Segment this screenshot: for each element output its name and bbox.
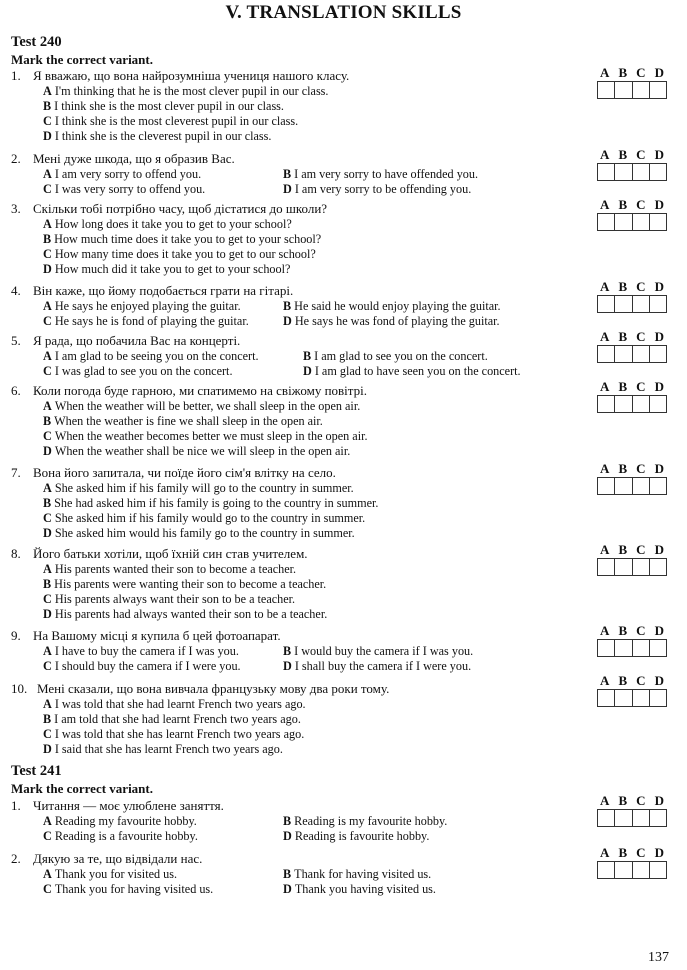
answer-grid-240-1: A B C D [597, 66, 667, 99]
answer-box-b[interactable] [614, 640, 631, 656]
answer-box-d[interactable] [649, 478, 666, 494]
question-241-2: 2. Дякую за те, що відвідали нас. A Thank you for visited us. B Thank for having visited us. C Thank you for having visited us. D Thank you having visited us. [11, 851, 586, 897]
question-240-2: 2. Мені дуже шкода, що я образив Вас. A I am very sorry to offend you. B I am very sorry to have offended you. C I was very sorry to offend you. D I am very sorry to be offending you. [11, 151, 586, 197]
option-a: A Reading my favourite hobby. [43, 813, 197, 828]
option-c: C I was told that she has learnt French two years ago. [43, 727, 305, 742]
question-240-1 [11, 68, 586, 145]
option-b: B His parents were wanting their son to become a teacher. [43, 576, 327, 591]
answer-box-a[interactable] [598, 82, 614, 98]
answer-grid-241-1: A B C D [597, 794, 667, 827]
option-b: B I am glad to see you on the concert. [303, 348, 488, 363]
option-b: B When the weather is fine we shall sleep in the open air. [43, 413, 323, 428]
answer-grid-240-7: A B C D [597, 462, 667, 495]
question-240-4: 4. Він каже, що йому подобається грати на гітарі. A He says he enjoyed playing the guitar. B He said he would enjoy playing the guitar. C He says he is fond of playing the guitar. D He says he was fond of playing the guitar. [11, 283, 586, 329]
question-240-8: 8. Його батьки хотіли, щоб їхній син став учителем. A His parents wanted their son to become a teacher. B His parents were wanting their son to become a teacher. C His parents always want their son to be a teacher. D His parents had always wanted their son to be a teacher. [11, 546, 586, 623]
answer-box-b[interactable] [614, 164, 631, 180]
option-d: D I am very sorry to be offending you. [283, 181, 472, 196]
option-c: C When the weather becomes better we must sleep in the open air. [43, 429, 368, 444]
answer-box-c[interactable] [632, 862, 649, 878]
question-240-5: 5. Я рада, що побачила Вас на концерті. A I am glad to be seeing you on the concert. B I am glad to see you on the concert. C I was glad to see you on the concert. D I am glad to have seen you on the concert. [11, 333, 586, 379]
answer-box-a[interactable] [598, 214, 614, 230]
question-text: Дякую за те, що відвідали нас. [33, 851, 203, 866]
answer-box-c[interactable] [632, 346, 649, 362]
answer-box-a[interactable] [598, 396, 614, 412]
option-c: C Thank you for having visited us. [43, 881, 214, 896]
question-241-1: 1. Читання — моє улюблене заняття. A Reading my favourite hobby. B Reading is my favourite hobby. C Reading is a favourite hobby. D Reading is favourite hobby. [11, 798, 586, 844]
option-d: D Reading is favourite hobby. [283, 828, 430, 843]
option-b: B He said he would enjoy playing the guitar. [283, 298, 501, 313]
test-241-title: Test 241 [11, 763, 62, 779]
answer-grid-240-5: A B C D [597, 330, 667, 363]
question-240-6: 6. Коли погода буде гарною, ми спатимемо на свіжому повітрі. A When the weather will be better, we shall sleep in the open air. B When the weather is fine we shall sleep in the open air. C When the weather becomes better we must sleep in the open air. D When the weather shall be nice we will sleep in the open air. [11, 383, 586, 460]
question-text: Коли погода буде гарною, ми спатимемо на свіжому повітрі. [33, 383, 367, 398]
option-d: D I said that she has learnt French two years ago. [43, 742, 283, 757]
option-c: C He says he is fond of playing the guitar. [43, 313, 249, 328]
option-c: C I think she is the most cleverest pupil in our class. [43, 114, 299, 129]
option-d: D Thank you having visited us. [283, 881, 436, 896]
answer-box-a[interactable] [598, 640, 614, 656]
answer-box-c[interactable] [632, 296, 649, 312]
question-text: Мені дуже шкода, що я образив Вас. [33, 151, 235, 166]
question-text: Скільки тобі потрібно часу, щоб дістатися до школи? [33, 201, 328, 216]
answer-box-a[interactable] [598, 862, 614, 878]
answer-box-d[interactable] [649, 296, 666, 312]
option-c: C I should buy the camera if I were you. [43, 658, 241, 673]
answer-box-a[interactable] [598, 559, 614, 575]
option-b: B How much time does it take you to get to your school? [43, 231, 322, 246]
option-b: B I would buy the camera if I was you. [283, 643, 474, 658]
answer-box-b[interactable] [614, 346, 631, 362]
option-c: C I was very sorry to offend you. [43, 181, 206, 196]
answer-box-d[interactable] [649, 640, 666, 656]
option-d: D When the weather shall be nice we will sleep in the open air. [43, 444, 351, 459]
answer-grid-241-2: A B C D [597, 846, 667, 879]
question-text: Мені сказали, що вона вивчала французьку мову два роки тому. [37, 681, 390, 696]
answer-box-b[interactable] [614, 396, 631, 412]
option-d: D I think she is the cleverest pupil in our class. [43, 129, 272, 144]
answer-box-c[interactable] [632, 478, 649, 494]
answer-box-b[interactable] [614, 214, 631, 230]
option-a: A She asked him if his family will go to the country in summer. [43, 480, 354, 495]
option-d: D She asked him would his family go to the country in summer. [43, 526, 355, 541]
question-text: Я вважаю, що вона найрозумніша учениця нашого класу. [33, 68, 350, 83]
question-text: Читання — моє улюблене заняття. [33, 798, 224, 813]
option-d: D How much did it take you to get to your school? [43, 262, 291, 277]
answer-box-b[interactable] [614, 82, 631, 98]
answer-box-c[interactable] [632, 82, 649, 98]
question-240-3: 3. Скільки тобі потрібно часу, щоб дістатися до школи? A How long does it take you to get to your school? B How much time does it take you to get to your school? C How many time does it take you to get to our school? D How much did it take you to get to your school? [11, 201, 586, 278]
option-a: A His parents wanted their son to become a teacher. [43, 561, 297, 576]
answer-box-b[interactable] [614, 296, 631, 312]
answer-box-a[interactable] [598, 164, 614, 180]
test-240-instruction: Mark the correct variant. [11, 52, 153, 67]
option-b: B Reading is my favourite hobby. [283, 813, 448, 828]
answer-box-d[interactable] [649, 346, 666, 362]
answer-grid-240-10: A B C D [597, 674, 667, 707]
answer-box-b[interactable] [614, 810, 631, 826]
answer-box-d[interactable] [649, 164, 666, 180]
answer-box-a[interactable] [598, 478, 614, 494]
answer-box-c[interactable] [632, 214, 649, 230]
option-d: D I am glad to have seen you on the concert. [303, 363, 521, 378]
option-a: A How long does it take you to get to your school? [43, 216, 292, 231]
answer-grid-240-3: A B C D [597, 198, 667, 231]
question-number: 1. [11, 68, 21, 83]
answer-box-c[interactable] [632, 810, 649, 826]
answer-box-b[interactable] [614, 862, 631, 878]
answer-box-d[interactable] [649, 810, 666, 826]
answer-box-a[interactable] [598, 346, 614, 362]
answer-box-a[interactable] [598, 296, 614, 312]
option-b: B I am told that she had learnt French two years ago. [43, 711, 301, 726]
option-a: A He says he enjoyed playing the guitar. [43, 298, 241, 313]
option-c: C Reading is a favourite hobby. [43, 828, 198, 843]
answer-grid-240-9: A B C D [597, 624, 667, 657]
answer-box-c[interactable] [632, 640, 649, 656]
answer-box-b[interactable] [614, 478, 631, 494]
option-a: A When the weather will be better, we shall sleep in the open air. [43, 398, 361, 413]
answer-box-d[interactable] [649, 862, 666, 878]
question-240-9: 9. На Вашому місці я купила б цей фотоапарат. A I have to buy the camera if I was you. B I would buy the camera if I was you. C I should buy the camera if I were you. D I shall buy the camera if I were you. [11, 628, 586, 674]
answer-box-a[interactable] [598, 690, 614, 706]
option-c: C I was glad to see you on the concert. [43, 363, 233, 378]
option-d: D His parents had always wanted their son to be a teacher. [43, 607, 328, 622]
option-b: B She had asked him if his family is going to the country in summer. [43, 495, 379, 510]
answer-grid-240-2: A B C D [597, 148, 667, 181]
option-a: A I'm thinking that he is the most clever pupil in our class. [43, 83, 329, 98]
answer-box-c[interactable] [632, 396, 649, 412]
option-d: D I shall buy the camera if I were you. [283, 658, 472, 673]
question-text: Він каже, що йому подобається грати на гітарі. [33, 283, 294, 298]
answer-grid-240-8: A B C D [597, 543, 667, 576]
option-d: D He says he was fond of playing the guitar. [283, 313, 500, 328]
option-c: C How many time does it take you to get to our school? [43, 247, 316, 262]
question-240-10: 10. Мені сказали, що вона вивчала французьку мову два роки тому. A I was told that she had learnt French two years ago. B I am told that she had learnt French two years ago. C I was told that she has learnt French two years ago. D I said that she has learnt French two years ago. [11, 681, 586, 758]
question-240-7: 7. Вона його запитала, чи поїде його сім'я влітку на село. A She asked him if his family will go to the country in summer. B She had asked him if his family is going to the country in summer. C She asked him if his family would go to the country in summer. D She asked him would his family go to the country in summer. [11, 465, 586, 542]
answer-grid-240-4: A B C D [597, 280, 667, 313]
test-240-title: Test 240 [11, 34, 62, 50]
answer-box-d[interactable] [649, 214, 666, 230]
option-a: A I am glad to be seeing you on the concert. [43, 348, 259, 363]
question-text: Його батьки хотіли, щоб їхній син став учителем. [33, 546, 308, 561]
page-number: 137 [648, 950, 669, 965]
answer-box-d[interactable] [649, 396, 666, 412]
answer-box-d[interactable] [649, 690, 666, 706]
option-c: C She asked him if his family would go to the country in summer. [43, 511, 366, 526]
option-a: A I was told that she had learnt French two years ago. [43, 696, 306, 711]
answer-box-c[interactable] [632, 559, 649, 575]
question-text: На Вашому місці я купила б цей фотоапарат. [33, 628, 281, 643]
test-241-instruction: Mark the correct variant. [11, 781, 153, 796]
option-a: A I have to buy the camera if I was you. [43, 643, 239, 658]
answer-box-c[interactable] [632, 164, 649, 180]
option-b: B Thank for having visited us. [283, 866, 432, 881]
option-a: A I am very sorry to offend you. [43, 166, 202, 181]
question-text: Я рада, що побачила Вас на концерті. [33, 333, 241, 348]
option-a: A Thank you for visited us. [43, 866, 178, 881]
answer-box-b[interactable] [614, 559, 631, 575]
option-b: B I am very sorry to have offended you. [283, 166, 479, 181]
answer-box-d[interactable] [649, 82, 666, 98]
question-text: Вона його запитала, чи поїде його сім'я влітку на село. [33, 465, 336, 480]
answer-grid-240-6: A B C D [597, 380, 667, 413]
option-c: C His parents always want their son to be a teacher. [43, 592, 296, 607]
answer-box-d[interactable] [649, 559, 666, 575]
answer-box-b[interactable] [614, 690, 631, 706]
option-b: B I think she is the most clever pupil in our class. [43, 98, 284, 113]
answer-box-c[interactable] [632, 690, 649, 706]
answer-box-a[interactable] [598, 810, 614, 826]
section-title: V. TRANSLATION SKILLS [225, 2, 462, 23]
